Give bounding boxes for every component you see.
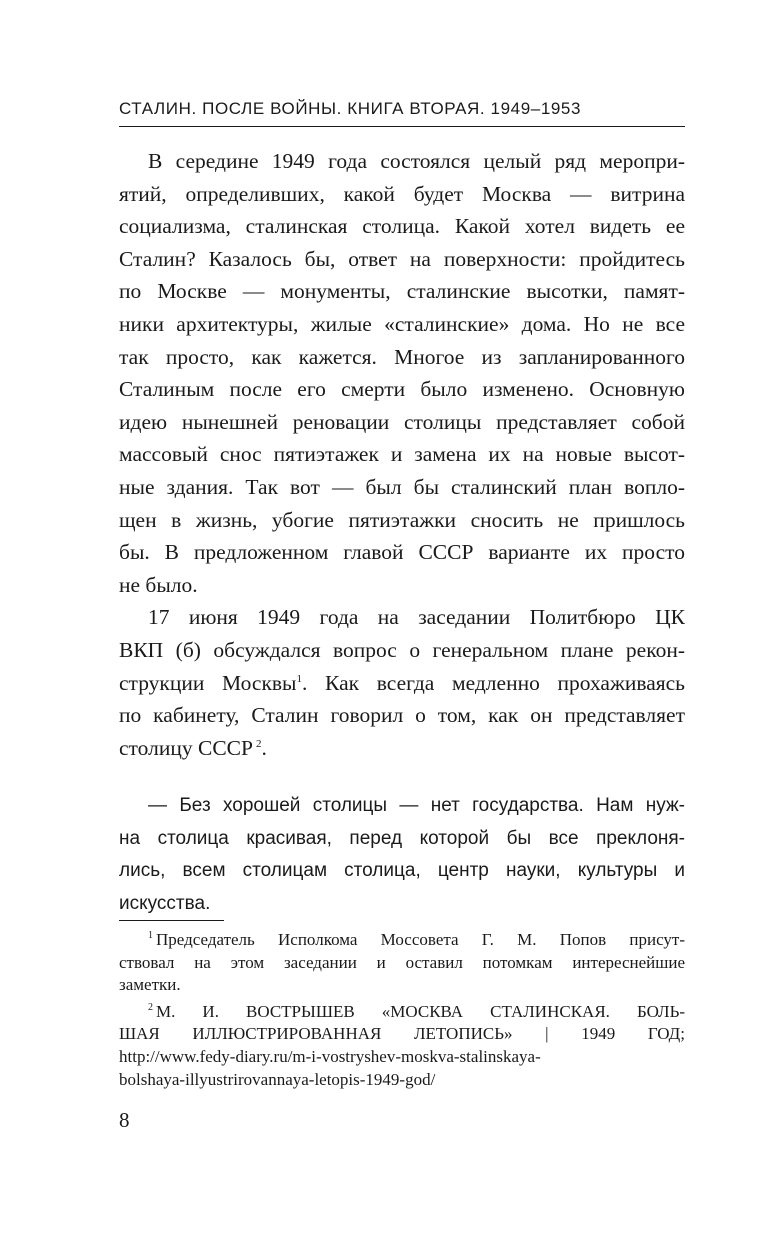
text-line: ятий, определивших, какой будет Москва — витрина — [119, 181, 685, 206]
text-line: 17 июня 1949 года на заседании Политбюро ЦК — [148, 605, 685, 630]
text-line: бы. В предложенном главой СССР варианте их просто — [119, 540, 685, 565]
quote-line: на столица красивая, перед которой бы все преклоня- — [119, 827, 685, 849]
text-line: ВКП (б) обсуждался вопрос о генеральном плане рекон- — [119, 637, 685, 662]
quote-line: искусства. — [119, 892, 211, 914]
footnote-2-url-line[interactable]: bolshaya-illyustrirovannaya-letopis-1949-god/ — [119, 1069, 436, 1089]
footnote-2-line — [119, 1001, 685, 1024]
header-rule — [119, 126, 685, 127]
footnotes — [119, 929, 685, 1091]
text-line: Сталин? Казалось бы, ответ на поверхности: пройдитесь — [119, 246, 685, 271]
text-line: ные здания. Так вот — был бы сталинский план вопло- — [119, 474, 685, 499]
text-line: щен в жизнь, убогие пятиэтажки сносить не пришлось — [119, 507, 685, 532]
footnote-1-mark: 1 — [148, 930, 153, 942]
footnote-ref-2[interactable]: 2 — [255, 737, 262, 750]
quotation — [119, 789, 685, 919]
footnote-1-line: заметки. — [119, 975, 181, 995]
text-fragment: Председатель Исполкома Моссовета Г. М. Попов присут- — [156, 930, 685, 949]
page-number: 8 — [119, 1108, 130, 1132]
footnote-1-line — [119, 929, 685, 952]
footnote-2-url-line[interactable]: http://www.fedy-diary.ru/m-i-vostryshev-moskva-stalinskaya- — [119, 1046, 541, 1066]
text-line — [119, 667, 685, 700]
text-fragment: струкции Москвы — [119, 670, 297, 695]
footnote-ref-1[interactable]: 1 — [296, 672, 302, 685]
footnote-1-line: ствовал на этом заседании и оставил потомкам интереснейшие — [119, 952, 685, 972]
footnote-rule — [119, 920, 224, 921]
quote-line: лись, всем столицам столица, центр науки, культуры и — [119, 860, 685, 882]
text-line: по кабинету, Сталин говорил о том, как он представляет — [119, 703, 685, 728]
text-line: Сталиным после его смерти было изменено. Основную — [119, 377, 685, 402]
text-line: социализма, сталинская столица. Какой хотел видеть ее — [119, 214, 685, 239]
footnote-2-mark: 2 — [148, 1002, 153, 1014]
text-fragment: . Как всегда медленно прохаживаясь — [302, 670, 685, 695]
text-line: массовый снос пятиэтажек и замена их на новые высот- — [119, 442, 685, 467]
quote-line: — Без хорошей столицы — нет государства. Нам нуж- — [148, 795, 685, 816]
text-line: идею нынешней реновации столицы представляет собой — [119, 409, 685, 434]
text-line — [119, 732, 685, 765]
text-line: так просто, как кажется. Многое из запланированного — [119, 344, 685, 369]
text-line: не было. — [119, 572, 198, 597]
text-fragment: . — [261, 735, 267, 760]
main-text — [119, 145, 685, 764]
text-line: ники архитектуры, жилые «сталинские» дома. Но не все — [119, 311, 685, 336]
text-fragment: М. И. ВОСТРЫШЕВ «МОСКВА СТАЛИНСКАЯ. БОЛЬ- — [156, 1001, 685, 1021]
running-head: СТАЛИН. ПОСЛЕ ВОЙНЫ. КНИГА ВТОРАЯ. 1949–1953 — [119, 99, 582, 118]
footnote-2-line: ШАЯ ИЛЛЮСТРИРОВАННАЯ ЛЕТОПИСЬ» | 1949 ГОД; — [119, 1024, 685, 1044]
text-line: по Москве — монументы, сталинские высотки, памят- — [119, 279, 685, 304]
text-fragment: столицу СССР — [119, 735, 253, 760]
text-line: В середине 1949 года состоялся целый ряд меропри- — [148, 149, 685, 173]
